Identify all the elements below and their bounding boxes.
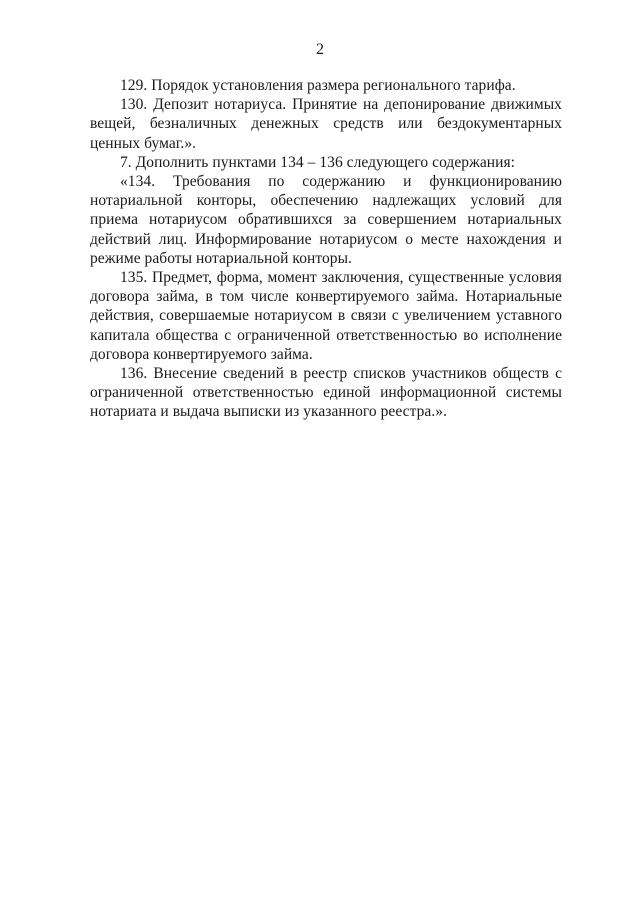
document-body [90, 76, 562, 422]
page-number: 2 [316, 41, 324, 58]
paragraph-130: 130. Депозит нотариуса. Принятие на депонирование движимых вещей, безналичных денежных средств или бездокументарных ценных бумаг.». [90, 96, 562, 152]
paragraph-136: 136. Внесение сведений в реестр списков участников обществ с ограниченной ответственностью единой информационной системы нотариата и выдача выписки из указанного реестра.». [90, 365, 562, 421]
paragraph-134: «134. Требования по содержанию и функционированию нотариальной конторы, обеспечению надлежащих условий для приема нотариусом обратившихся за совершением нотариальных действий лиц. Информирование нотариусом о месте нахождения и режиме работы нотариальной конторы. [90, 173, 562, 267]
paragraph-7: 7. Дополнить пунктами 134 – 136 следующего содержания: [120, 153, 515, 171]
paragraph-135: 135. Предмет, форма, момент заключения, существенные условия договора займа, в том числе конвертируемого займа. Нотариальные действия, совершаемые нотариусом в связи с увеличением уставного капитала общества с ограниченной ответственностью во исполнение договора конвертируемого займа. [90, 269, 562, 363]
paragraph-129: 129. Порядок установления размера регионального тарифа. [120, 77, 516, 94]
